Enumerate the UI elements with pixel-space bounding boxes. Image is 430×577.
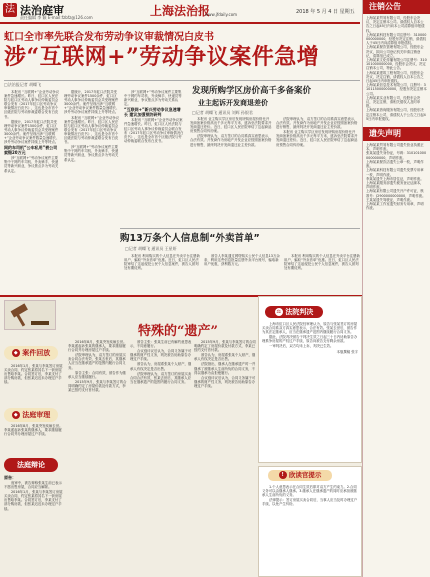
court-icon: ◆ (12, 411, 20, 419)
notice-item: 上海某某服务部遗失税务登记证副本，声明作废。 (366, 180, 424, 190)
feature-column-2 (68, 340, 128, 575)
lead-paragraph: 据统计，2017年虹口法院共受理劳动争议案件1500余件，虹口区劳动人事争议仲裁委员会共受理案件3000余件。案件呈现出涉“互联网+”企业劳动争议案件数量急速增长、涉外劳动争议案件持续上升等特点。 (4, 119, 60, 145)
lead-column-3 (124, 90, 184, 225)
deregistration-notice-head: 注销公告 (363, 0, 430, 14)
feature-column-1a (4, 364, 64, 406)
story3-column-1 (124, 254, 200, 292)
story2-byline: □记者 胡蝶飞 通讯员 刘辉 孙银君 (192, 110, 253, 115)
gavel-icon (5, 301, 55, 329)
story3-byline: □记者 胡蝶飞 通讯员 王星妍 (125, 246, 177, 251)
story3-title: 购13万条个人信息制“外卖首单” (120, 233, 260, 244)
feature-illustration (4, 300, 56, 330)
notice-item: 上海某某有限公司遗失开户许可证，核准号：J2900000000000，声明作废。 (366, 189, 426, 198)
judgment-author: 本版撰稿 张宇 (336, 349, 358, 354)
feature-title: 特殊的“遗产” (138, 324, 218, 339)
notice-item: 上海某某实业有限公司，经股东会决议，决定注销，请相关债权人及时申报。 (366, 95, 421, 109)
story2-column-1 (190, 117, 272, 227)
notice-item: 上海某某建筑工程有限公司，经股东会决议，决定注销，请债权人自本公告之日起45日内申报债权。 (366, 70, 424, 84)
lead-paragraph: 涉“互联网+”劳动争议案件主要集中于网约车司机、外卖骑手、快递员等新兴职业，争议焦点多为劳动关系认定。 (64, 145, 119, 162)
debate-label-text: 法庭辩论 (17, 461, 45, 469)
notice-item: 上海某某餐饮管理有限公司，经股东会决议，拟向公司登记机关申请注销登记，清算组已成立。 (366, 45, 424, 58)
story2-paragraph: 法院审理认为，双方签订的合同系真实意思表示，合法有效。开发商作为房地产开发企业应按照备案价格进行销售，最终判决开发商退还业主差价款。 (276, 117, 358, 130)
notice-item: 李某某遗失上海市居住证，声明作废。 (366, 176, 424, 181)
story3-paragraph: 被告人李某通过网络购买公民个人信息13万余条，利用这些信息批量注册外卖平台账号，骗取新用户优惠，获利数万元。 (204, 254, 280, 267)
court-label (4, 408, 58, 422)
story2-title: 发现所购学区房价高千多备案价 (192, 86, 312, 96)
deregistration-notices (363, 14, 430, 123)
notice-item: 张某某遗失身份证，号码：310101000000000000，声明作废。 (366, 151, 427, 160)
lead-kicker: 虹口全市率先联合发布劳动争议审裁情况白皮书 (4, 32, 214, 43)
story2-paragraph: 本报讯 业主购买学区房后发现所购房屋价格比开发商备案价格高出千多元每平方米，遂诉至法院要求开发商退还差价。近日，虹口区人民法院审结了这起商品房预售合同纠纷案。 (190, 117, 272, 134)
debate-label (4, 458, 58, 472)
case-origin-label (4, 346, 58, 360)
lead-paragraph: 本报讯 “互联网+”企业劳动争议案件急速增长。昨日，虹口区人民法院与虹口区劳动人事争议仲裁委员会联合发布《2017年虹口区劳动争议审裁情况白皮书》，这也是全市首个区级法院与劳动仲裁委联合发布白皮书。 (64, 115, 120, 145)
feature-paragraph: 被告认为，房屋系张某个人财产，继承人有权决定是否出售。 (194, 353, 256, 362)
headline-rule (4, 80, 360, 81)
judgment-paragraph: 一审判决后，双方均未上诉，判决已生效。 (269, 344, 334, 349)
section-logo-icon: 法 (5, 4, 15, 15)
feature-paragraph: 2016年1月，张某与李某签订房屋买卖合同，约定张某将其名下一套房屋出售给李某。合同签订后，李某支付了部分购房款，但张某迟迟未办理过户手续。 (4, 364, 63, 385)
lightbulb-icon: ! (279, 471, 287, 479)
feature-paragraph: 合议庭评议后认为，合同义务属于可继承的财产性义务，判决被告协助原告办理过户手续。 (194, 375, 256, 388)
story3-paragraph: 本报讯 利用购买的个人信息在外卖平台注册新用户，骗取“外卖首单”优惠。近日，虹口区人民法院审结了这起侵犯公民个人信息案件，被告人被判处有期徒刑。 (284, 254, 360, 271)
notice-item: 上海某某信息技术有限公司，注册号：310115000000000，经股东决定注销本公司。 (366, 83, 427, 96)
feature-paragraph: 2016年8月，张某突发疾病去世。李某遂起诉张某的继承人，要求继续履行合同并办理房屋过户手续。 (4, 424, 63, 437)
notice-item: 上海某某工作室遗失财务专用章，声明作废。 (366, 201, 424, 211)
loss-notices (363, 141, 430, 212)
feature-column-3 (130, 340, 192, 575)
scale-icon: ⚖ (276, 309, 282, 315)
story2-paragraph: 本报讯 业主购买学区房后发现所购房屋价格比开发商备案价格高出千多元每平方米，遂诉至法院要求开发商退还差价。近日，虹口区人民法院审结了这起商品房预售合同纠纷案。 (276, 130, 358, 147)
story3-column-2 (204, 254, 280, 292)
judgment-paragraph: 据此，法院判决被告于判决生效之日起三十日内协助原告办理系争房屋的产权过户手续，原告向被告支付剩余房款。 (262, 335, 358, 344)
tips-text (262, 485, 358, 573)
tips-title (268, 470, 332, 481)
feature-column-1b (4, 424, 64, 454)
lead-paragraph: 涉“互联网+”劳动争议案件主要集中于网约车司机、外卖骑手、快递员等新兴职业，争议焦点多为劳动关系认定。 (4, 156, 59, 173)
feature-paragraph: 法院指出，继承人在继承遗产时一并继承了被继承人生前所负的合同义务，不得以继承为由拒绝履行。 (194, 362, 256, 375)
notice-item: 王某某遗失驾驶证，声明作废。 (366, 197, 414, 202)
story2-paragraph: 法院审理认为，双方签订的合同系真实意思表示，合法有效。开发商作为房地产开发企业应按照备案价格进行销售，最终判决开发商退还业主差价款。 (190, 134, 272, 147)
newspaper-brand: 上海法治报 (150, 4, 211, 18)
tips-paragraph: 1.个人意思表示在合同生效后即对双方产生约束力。2.合同义务可以由继承人继承。3.继承人在继承遗产的同时应承担被继承人生前所负的义务。 (262, 485, 357, 498)
story2-subtitle: 业主起诉开发商退差价 (198, 99, 268, 107)
judgment-title (265, 306, 323, 318)
story3-paragraph: 本报讯 利用购买的个人信息在外卖平台注册新用户，骗取“外卖首单”优惠。近日，虹口区人民法院审结了这起侵犯公民个人信息案件，被告人被判处有期徒刑。 (124, 254, 200, 271)
notice-item: 上海某某科技有限公司注册号：310000000000000，经股东决定注销，请债权人于45日内向清算组申报债权。 (366, 32, 427, 46)
plaintiff-label: 原告： (4, 475, 16, 480)
feature-column-1c (4, 475, 64, 575)
newspaper-url[interactable]: www.jfdaily.com (205, 12, 238, 17)
tips-title-text: 欣读官提示 (288, 471, 322, 479)
case-icon: ◆ (12, 349, 20, 357)
court-label-text: 法庭审理 (22, 411, 51, 419)
tips-paragraph: 法律提示：签订房屋买卖合同后，当事人应当及时办理过户手续，以免产生纠纷。 (262, 498, 358, 507)
notice-item: 上海某某科技有限公司遗失发票专用章一枚，声明作废。 (366, 168, 424, 177)
feature-paragraph: 被告主张：张某生前已有解约意思表示，不同意履行。 (130, 340, 192, 349)
loss-notice-head: 遗失声明 (363, 127, 430, 141)
lead-column-2 (64, 90, 120, 290)
masthead (0, 0, 360, 24)
notice-item: 上海某某贸易有限公司，经股东会决议，决定注销本公司。请债权人自本公告之日起45日内向本公司清算组申报债权。 (366, 16, 425, 33)
issue-date: 2018 年 5 月 4 日 星期五 (296, 9, 355, 15)
lead-paragraph: 本报讯 “互联网+”企业劳动争议案件急速增长。昨日，虹口区人民法院与虹口区劳动人事争议仲裁委员会联合发布《2017年虹口区劳动争议审裁情况白皮书》，这也是全市首个区级法院与劳动仲裁委联合发布白皮书。 (124, 118, 184, 143)
story2-column-2 (276, 117, 358, 227)
feature-paragraph: 法院审理认为，双方签订的房屋买卖合同合法有效，张某去世后，其继承人应当在继承遗产的范围内履行合同义务。 (130, 371, 192, 384)
feature-paragraph: 2015年9月，张某与李某签订的合同明确约定了房屋价款及付款方式，李某已按约支付首付款。 (194, 340, 256, 353)
lead-subhead: 网约车司机“公车私用”被公司索赔20万元 (4, 145, 58, 156)
feature-paragraph: 庭审中，被告辩称张某生前已表示不愿出售房屋，合同应当解除。 (4, 481, 62, 490)
feature-paragraph: 原告主张：合同有效，被告作为继承人应当继续履行。 (68, 370, 126, 379)
judgment-text (262, 322, 358, 460)
feature-paragraph: 被告认为，房屋系张某个人财产，继承人有权决定是否出售。 (130, 362, 192, 371)
section-name: 法治庭审 (20, 4, 64, 17)
feature-paragraph: 合议庭评议后认为，合同义务属于可继承的财产性义务，判决被告协助原告办理过户手续。 (130, 349, 192, 362)
lead-paragraph: 涉“互联网+”劳动争议案件主要集中于网约车司机、外卖骑手、快递员等新兴职业，争议焦点多为劳动关系认定。 (124, 90, 182, 107)
lead-paragraph: 据统计，2017年虹口法院共受理劳动争议案件1500余件，虹口区劳动人事争议仲裁委员会共受理案件3000余件。案件呈现出涉“互联网+”企业劳动争议案件数量急速增长、涉外劳动争议案件持续上升等特点。 (64, 90, 120, 115)
feature-paragraph: 2015年9月，张某与李某签订的合同明确约定了房屋价款及付款方式，李某已按约支付首付款。 (68, 379, 127, 393)
lead-byline: □法治报记者 胡蝶飞 (4, 82, 42, 87)
notice-item: 上海某某贸易有限公司遗失营业执照正本，声明作废。 (366, 143, 424, 152)
editor-line: 责任编辑 李 颖 E-mail:fzbfz@126.com (20, 15, 93, 20)
feature-paragraph: 法院审理认为，双方签订的房屋买卖合同合法有效，张某去世后，其继承人应当在继承遗产的范围内履行合同义务。 (68, 353, 126, 370)
lead-column-1 (4, 90, 60, 290)
notice-item: 上海某某餐饮店遗失公章一枚，声明作废。 (366, 159, 424, 169)
judgment-paragraph: 上海市虹口区人民法院经审理认为，原告与张某签订的房屋买卖合同系双方真实意思表示，合法有效。张某去世后，被告作为其法定继承人，应当在继承遗产范围内继续履行合同义务。 (262, 322, 358, 335)
notice-item: 上海某某咨询服务有限公司，经股东决定注销本公司，请债权人于公告之日起45日内申报债权。 (366, 108, 426, 121)
feature-paragraph: 2016年8月，张某突发疾病去世。李某遂起诉张某的继承人，要求继续履行合同并办理房屋过户手续。 (68, 340, 127, 353)
feature-paragraph: 2016年1月，张某与李某签订房屋买卖合同，约定张某将其名下一套房屋出售给李某。合同签订后，李某支付了部分购房款，但张某迟迟未办理过户手续。 (4, 490, 63, 511)
lead-paragraph: 本报讯 “互联网+”企业劳动争议案件急速增长。昨日，虹口区人民法院与虹口区劳动人事争议仲裁委员会联合发布《2017年虹口区劳动争议审裁情况白皮书》，这也是全市首个区级法院与劳动仲裁委联合发布白皮书。 (4, 90, 60, 119)
feature-column-4 (194, 340, 256, 575)
story3-rule (120, 228, 360, 229)
notice-item: 上海某某文化传播有限公司注册号：310101000000000，经股东会决议，决定注销本公司，特此公告。 (366, 58, 427, 71)
judgment-title-text: 法院判决 (285, 308, 314, 316)
lead-subhead: “互联网+”新兴劳动争议急速增长 建议加强预防研判 (124, 107, 181, 118)
story3-column-3 (284, 254, 360, 292)
case-origin-text: 案件回放 (22, 349, 51, 357)
lead-headline: 涉“互联网+”劳动争议案件急增 (4, 44, 320, 70)
notices-column (362, 0, 430, 577)
